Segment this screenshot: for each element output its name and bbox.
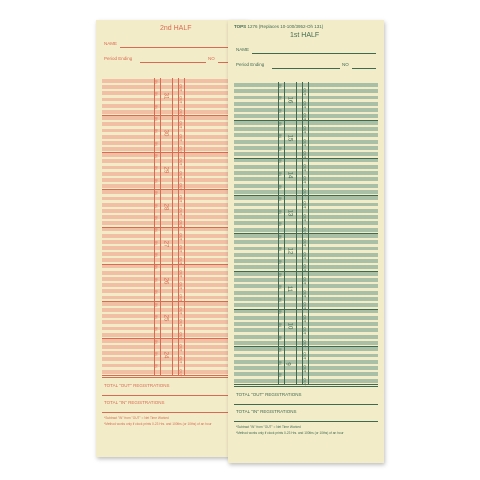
out-label: OUT (302, 365, 307, 373)
out-label: OUT (302, 264, 307, 273)
grid-bottom-line (234, 386, 378, 387)
no-line (352, 68, 376, 69)
in-label: IN (277, 323, 282, 327)
out-label: OUT (178, 146, 183, 154)
day-divider (102, 264, 242, 265)
ruled-stripe (234, 310, 378, 314)
day-divider (102, 152, 242, 153)
name-label: NAME (236, 47, 250, 52)
day-number: 28 (162, 203, 169, 211)
out-label: OUT (302, 138, 307, 147)
in-label: IN (153, 154, 158, 158)
name-line (252, 53, 376, 54)
time-card-1st-half (228, 20, 384, 463)
day-divider (102, 189, 242, 190)
ruled-stripe (234, 108, 378, 112)
day-number: 11 (286, 285, 293, 292)
ruled-stripe (234, 221, 378, 225)
out-label: OUT (178, 294, 183, 303)
in-label: IN (277, 134, 282, 138)
in-label: IN (277, 272, 282, 277)
day-number: 30 (162, 129, 169, 137)
total-in-label: TOTAL "IN" REGISTRATIONS (104, 400, 165, 405)
in-label: IN (153, 104, 158, 109)
out-label: OUT (302, 252, 307, 260)
instruction-note: *Subtract "IN" from "OUT" = Net Time Worked (236, 425, 301, 429)
ruled-stripe (234, 284, 378, 288)
divider (234, 421, 378, 422)
out-label: OUT (178, 109, 183, 117)
day-divider (102, 338, 242, 339)
out-label: OUT (178, 245, 183, 253)
in-label: IN (153, 364, 158, 369)
out-label: OUT (302, 239, 307, 247)
in-label: IN (277, 197, 282, 201)
in-label: IN (153, 278, 158, 282)
day-number: 9 (284, 362, 291, 366)
out-label: OUT (302, 101, 307, 109)
in-label: IN (153, 129, 158, 134)
instruction-note: *Subtract "IN" from "OUT" = Net Time Worked (104, 416, 169, 420)
in-label: IN (153, 240, 158, 245)
out-label: OUT (302, 126, 307, 134)
day-number: 31 (162, 92, 169, 99)
in-label: IN (277, 209, 282, 214)
form-code: 1276 (Replaces 10-100/3952-Oh 131) (247, 24, 324, 29)
out-label: OUT (178, 158, 183, 166)
total-in-label: TOTAL "IN" REGISTRATIONS (236, 409, 297, 414)
in-label: IN (277, 298, 282, 302)
out-label: OUT (178, 307, 183, 315)
out-label: OUT (178, 121, 183, 129)
day-number: 26 (162, 277, 169, 285)
day-number: 13 (286, 209, 293, 217)
in-label: IN (277, 222, 282, 227)
in-label: IN (277, 260, 282, 264)
day-divider (102, 115, 242, 116)
in-label: IN (277, 172, 282, 176)
out-label: OUT (178, 257, 183, 265)
ruled-stripe (234, 96, 378, 100)
divider (234, 404, 378, 405)
divider (102, 412, 242, 413)
in-label: IN (153, 352, 158, 356)
out-label: OUT (302, 189, 307, 197)
ruled-stripe (234, 247, 378, 251)
in-label: IN (277, 373, 282, 378)
out-label: OUT (178, 356, 183, 364)
in-label: IN (153, 166, 158, 171)
out-label: OUT (302, 201, 307, 210)
in-label: IN (153, 179, 158, 183)
in-label: IN (153, 117, 158, 121)
in-label: IN (153, 203, 158, 208)
in-label: IN (277, 335, 282, 340)
day-number: 12 (286, 247, 293, 255)
in-label: IN (277, 147, 282, 151)
out-label: OUT (178, 208, 183, 216)
name-label: NAME (104, 41, 118, 46)
day-number: 16 (286, 96, 293, 104)
card-title: 2nd HALF (160, 25, 192, 32)
out-label: OUT (178, 84, 183, 92)
period-line (140, 62, 206, 63)
in-label: IN (277, 159, 282, 164)
in-label: IN (277, 235, 282, 239)
out-label: OUT (178, 344, 183, 352)
day-number: 15 (286, 134, 293, 141)
no-label: NO (342, 62, 349, 67)
out-label: OUT (302, 277, 307, 285)
in-label: IN (277, 310, 282, 315)
period-ending-label: Period Ending (104, 56, 133, 61)
in-label: IN (277, 121, 282, 126)
out-label: OUT (302, 340, 307, 348)
out-label: OUT (178, 282, 183, 290)
out-label: OUT (302, 327, 307, 335)
in-label: IN (277, 360, 282, 365)
out-label: OUT (302, 151, 307, 159)
out-label: OUT (302, 302, 307, 310)
in-label: IN (277, 285, 282, 289)
day-number: 24 (162, 352, 169, 359)
time-card-2nd-half (96, 20, 248, 457)
grid-bottom-line (102, 377, 242, 378)
out-label: OUT (178, 183, 183, 191)
day-number: 25 (162, 314, 169, 322)
ruled-stripe (234, 209, 378, 213)
in-label: IN (277, 184, 282, 189)
ruled-stripe (234, 133, 378, 137)
out-label: OUT (178, 195, 183, 204)
no-label: NO (208, 56, 215, 61)
day-divider (102, 375, 242, 376)
ruled-stripe (234, 259, 378, 263)
out-label: OUT (178, 96, 183, 105)
in-label: IN (153, 80, 158, 84)
instruction-note: *Method works only if clock prints 0-23 Hrs. and 100ths (or 10ths) of an hour (104, 422, 212, 426)
in-label: IN (277, 84, 282, 88)
in-label: IN (153, 265, 158, 270)
ruled-stripe (234, 335, 378, 339)
in-label: IN (153, 327, 158, 332)
out-label: OUT (178, 170, 183, 179)
out-label: OUT (178, 319, 183, 327)
total-out-label: TOTAL "OUT" REGISTRATIONS (236, 392, 302, 397)
out-label: OUT (178, 269, 183, 278)
day-number: 10 (286, 323, 293, 330)
in-label: IN (277, 247, 282, 252)
in-label: IN (153, 290, 158, 294)
in-label: IN (153, 191, 158, 195)
day-number: 14 (286, 172, 293, 179)
out-label: OUT (178, 232, 183, 241)
out-label: OUT (178, 133, 183, 142)
brand-line (234, 24, 323, 29)
total-out-label: TOTAL "OUT" REGISTRATIONS (104, 383, 170, 388)
out-label: OUT (302, 352, 307, 361)
instruction-note: *Method works only if clock prints 0-23 Hrs. and 100ths (or 10ths) of an hour (236, 431, 344, 435)
in-label: IN (153, 302, 158, 307)
day-number: 27 (162, 240, 169, 248)
in-label: IN (153, 315, 158, 319)
ruled-stripe (234, 121, 378, 125)
day-divider (102, 301, 242, 302)
in-label: IN (153, 216, 158, 220)
ruled-stripe (234, 83, 378, 87)
period-ending-label: Period Ending (236, 62, 265, 67)
in-label: IN (153, 339, 158, 344)
out-label: OUT (302, 163, 307, 172)
in-label: IN (277, 109, 282, 113)
in-label: IN (153, 253, 158, 257)
day-number: 29 (162, 166, 169, 174)
out-label: OUT (302, 113, 307, 122)
out-label: OUT (178, 368, 183, 377)
in-label: IN (153, 228, 158, 233)
ruled-stripe (234, 272, 378, 276)
period-line (272, 68, 340, 69)
name-line (120, 47, 240, 48)
out-label: OUT (302, 226, 307, 235)
out-label: OUT (302, 176, 307, 184)
divider (102, 395, 242, 396)
ruled-stripe (234, 360, 378, 364)
day-divider (102, 227, 242, 228)
out-label: OUT (302, 214, 307, 222)
ruled-stripe (234, 184, 378, 188)
in-label: IN (277, 96, 282, 101)
out-label: OUT (178, 331, 183, 340)
out-label: OUT (302, 88, 307, 96)
out-label: OUT (302, 314, 307, 323)
ruled-stripe (234, 347, 378, 351)
ruled-stripe (234, 159, 378, 163)
card-title: 1st HALF (290, 32, 320, 39)
ruled-stripe (234, 196, 378, 200)
brand-logo: TOPS (234, 24, 247, 29)
in-label: IN (277, 348, 282, 352)
in-label: IN (153, 141, 158, 146)
in-label: IN (153, 92, 158, 96)
out-label: OUT (302, 377, 307, 386)
ruled-stripe (234, 372, 378, 376)
out-label: OUT (178, 220, 183, 228)
out-label: OUT (302, 289, 307, 298)
